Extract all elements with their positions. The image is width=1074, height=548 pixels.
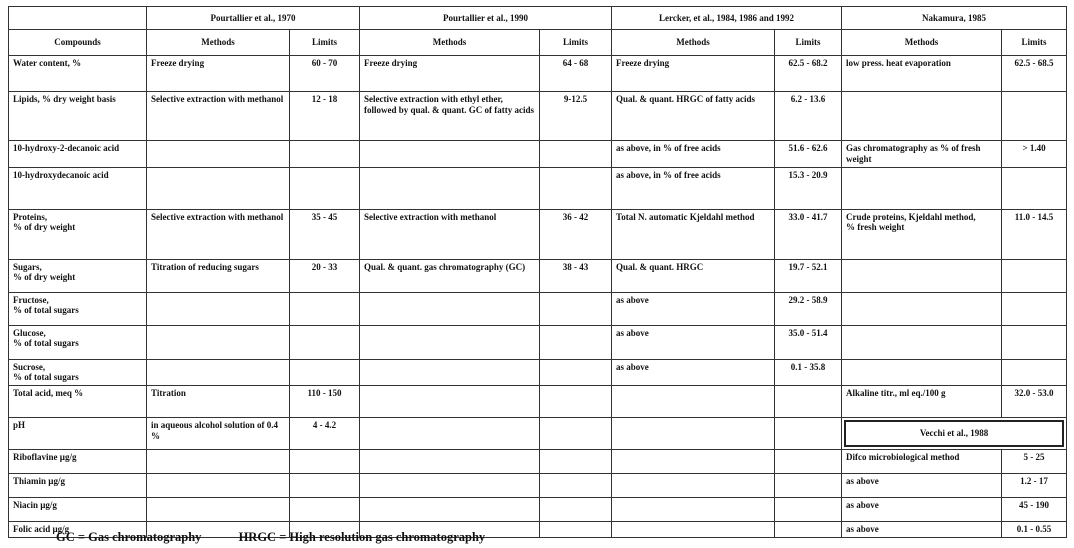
limit-cell: 15.3 - 20.9: [775, 167, 842, 209]
limit-cell: 45 - 190: [1002, 497, 1067, 521]
header-limits: Limits: [290, 30, 360, 56]
limit-cell: 62.5 - 68.2: [775, 56, 842, 92]
method-cell: [842, 359, 1002, 386]
subsource-cell: [842, 418, 1067, 450]
table-row: [9, 359, 1067, 386]
table-row: [9, 497, 1067, 521]
source-header: Pourtallier et al., 1990: [360, 7, 612, 30]
method-cell: Qual. & quant. HRGC of fatty acids: [612, 92, 775, 141]
compound-cell: pH: [9, 418, 147, 450]
limit-cell: [775, 497, 842, 521]
limit-cell: [540, 473, 612, 497]
compound-cell: 10-hydroxydecanoic acid: [9, 167, 147, 209]
method-cell: [147, 473, 290, 497]
method-cell: Total N. automatic Kjeldahl method: [612, 209, 775, 259]
method-cell: [612, 497, 775, 521]
limit-cell: 9-12.5: [540, 92, 612, 141]
compound-cell: Proteins, % of dry weight: [9, 209, 147, 259]
limit-cell: [1002, 325, 1067, 359]
method-cell: Titration: [147, 386, 290, 418]
method-cell: [360, 497, 540, 521]
method-cell: [842, 92, 1002, 141]
compound-cell: Glucose, % of total sugars: [9, 325, 147, 359]
method-cell: [612, 449, 775, 473]
limit-cell: 36 - 42: [540, 209, 612, 259]
limit-cell: [1002, 167, 1067, 209]
method-cell: Qual. & quant. gas chromatography (GC): [360, 259, 540, 292]
limit-cell: [1002, 292, 1067, 325]
table-row: [9, 449, 1067, 473]
limit-cell: 64 - 68: [540, 56, 612, 92]
method-cell: [360, 359, 540, 386]
limit-cell: [290, 141, 360, 168]
limit-cell: [290, 497, 360, 521]
method-cell: [147, 497, 290, 521]
method-cell: [360, 449, 540, 473]
method-cell: [360, 473, 540, 497]
method-cell: Titration of reducing sugars: [147, 259, 290, 292]
method-cell: as above: [842, 473, 1002, 497]
table-row: [9, 141, 1067, 168]
limit-cell: 6.2 - 13.6: [775, 92, 842, 141]
limit-cell: [290, 449, 360, 473]
limit-cell: [540, 386, 612, 418]
method-cell: [360, 418, 540, 450]
method-cell: Crude proteins, Kjeldahl method, % fresh weight: [842, 209, 1002, 259]
compound-cell: Thiamin µg/g: [9, 473, 147, 497]
limit-cell: [775, 521, 842, 537]
method-cell: [147, 359, 290, 386]
limit-cell: 12 - 18: [290, 92, 360, 141]
compound-cell: Riboflavine µg/g: [9, 449, 147, 473]
limit-cell: 0.1 - 0.55: [1002, 521, 1067, 537]
method-cell: Selective extraction with ethyl ether, followed by qual. & quant. GC of fatty acids: [360, 92, 540, 141]
table-row: [9, 92, 1067, 141]
header-methods: Methods: [842, 30, 1002, 56]
compound-cell: Sucrose, % of total sugars: [9, 359, 147, 386]
limit-cell: > 1.40: [1002, 141, 1067, 168]
method-cell: in aqueous alcohol solution of 0.4 %: [147, 418, 290, 450]
compound-cell: Niacin µg/g: [9, 497, 147, 521]
limit-cell: 110 - 150: [290, 386, 360, 418]
method-cell: low press. heat evaporation: [842, 56, 1002, 92]
limit-cell: 1.2 - 17: [1002, 473, 1067, 497]
limit-cell: [290, 325, 360, 359]
method-cell: [147, 141, 290, 168]
limit-cell: 51.6 - 62.6: [775, 141, 842, 168]
limit-cell: 19.7 - 52.1: [775, 259, 842, 292]
header-methods: Methods: [147, 30, 290, 56]
method-cell: as above: [842, 497, 1002, 521]
header-methods: Methods: [360, 30, 540, 56]
method-cell: Gas chromatography as % of fresh weight: [842, 141, 1002, 168]
method-cell: [147, 292, 290, 325]
table-row: [9, 325, 1067, 359]
limit-cell: [540, 325, 612, 359]
method-cell: as above: [842, 521, 1002, 537]
table-row: [9, 292, 1067, 325]
method-cell: [147, 325, 290, 359]
corner-cell: [9, 7, 147, 30]
limit-cell: 0.1 - 35.8: [775, 359, 842, 386]
method-cell: [147, 167, 290, 209]
limit-cell: 33.0 - 41.7: [775, 209, 842, 259]
compound-cell: Total acid, meq %: [9, 386, 147, 418]
compound-cell: Sugars, % of dry weight: [9, 259, 147, 292]
limit-cell: [540, 497, 612, 521]
table-row: [9, 473, 1067, 497]
method-cell: [360, 292, 540, 325]
legend-gc: GC = Gas chromatography: [56, 530, 202, 544]
limit-cell: [540, 167, 612, 209]
compound-cell: 10-hydroxy-2-decanoic acid: [9, 141, 147, 168]
limit-cell: [540, 292, 612, 325]
method-cell: Alkaline titr., ml eq./100 g: [842, 386, 1002, 418]
method-cell: [147, 449, 290, 473]
limit-cell: [540, 359, 612, 386]
limit-cell: [540, 141, 612, 168]
limit-cell: [290, 473, 360, 497]
limit-cell: [540, 521, 612, 537]
limit-cell: 35.0 - 51.4: [775, 325, 842, 359]
header-methods: Methods: [612, 30, 775, 56]
header-limits: Limits: [775, 30, 842, 56]
method-cell: [360, 141, 540, 168]
method-cell: [360, 167, 540, 209]
method-cell: as above: [612, 359, 775, 386]
limit-cell: 29.2 - 58.9: [775, 292, 842, 325]
limit-cell: [290, 359, 360, 386]
method-cell: [612, 521, 775, 537]
method-cell: as above: [612, 292, 775, 325]
limit-cell: [540, 418, 612, 450]
limit-cell: 11.0 - 14.5: [1002, 209, 1067, 259]
compound-cell: Water content, %: [9, 56, 147, 92]
subsource-header: Vecchi et al., 1988: [844, 420, 1064, 447]
limit-cell: 32.0 - 53.0: [1002, 386, 1067, 418]
method-cell: [842, 292, 1002, 325]
method-cell: [360, 325, 540, 359]
header-compounds: Compounds: [9, 30, 147, 56]
method-cell: as above, in % of free acids: [612, 141, 775, 168]
source-header: Nakamura, 1985: [842, 7, 1067, 30]
limit-cell: [775, 418, 842, 450]
royal-jelly-composition-table: [8, 6, 1067, 538]
column-header-row: [9, 30, 1067, 56]
method-cell: Freeze drying: [612, 56, 775, 92]
method-cell: Freeze drying: [360, 56, 540, 92]
method-cell: [612, 386, 775, 418]
header-limits: Limits: [540, 30, 612, 56]
method-cell: as above: [612, 325, 775, 359]
limit-cell: 62.5 - 68.5: [1002, 56, 1067, 92]
method-cell: Selective extraction with methanol: [360, 209, 540, 259]
limit-cell: [290, 292, 360, 325]
method-cell: as above, in % of free acids: [612, 167, 775, 209]
table-row: [9, 167, 1067, 209]
table-row: [9, 56, 1067, 92]
compound-cell: Lipids, % dry weight basis: [9, 92, 147, 141]
limit-cell: 4 - 4.2: [290, 418, 360, 450]
compound-cell: Fructose, % of total sugars: [9, 292, 147, 325]
limit-cell: [775, 449, 842, 473]
method-cell: Selective extraction with methanol: [147, 92, 290, 141]
limit-cell: [540, 449, 612, 473]
legend-hrgc: HRGC = High resolution gas chromatography: [238, 530, 486, 544]
method-cell: [612, 473, 775, 497]
source-header-row: [9, 7, 1067, 30]
table-row: [9, 418, 1067, 450]
limit-cell: 5 - 25: [1002, 449, 1067, 473]
limit-cell: 35 - 45: [290, 209, 360, 259]
limit-cell: 20 - 33: [290, 259, 360, 292]
limit-cell: [290, 167, 360, 209]
method-cell: Difco microbiological method: [842, 449, 1002, 473]
table-row: [9, 209, 1067, 259]
method-cell: Freeze drying: [147, 56, 290, 92]
limit-cell: 38 - 43: [540, 259, 612, 292]
limit-cell: [775, 473, 842, 497]
method-cell: [360, 386, 540, 418]
abbreviations-legend: [56, 530, 519, 545]
limit-cell: [1002, 92, 1067, 141]
method-cell: [842, 167, 1002, 209]
method-cell: [842, 325, 1002, 359]
method-cell: Selective extraction with methanol: [147, 209, 290, 259]
header-limits: Limits: [1002, 30, 1067, 56]
limit-cell: 60 - 70: [290, 56, 360, 92]
method-cell: Qual. & quant. HRGC: [612, 259, 775, 292]
compound-cell: Folic acid µg/g: [9, 521, 147, 537]
source-header: Pourtallier et al., 1970: [147, 7, 360, 30]
limit-cell: [775, 386, 842, 418]
table-row: [9, 386, 1067, 418]
table-row: [9, 259, 1067, 292]
limit-cell: [1002, 259, 1067, 292]
source-header: Lercker, et al., 1984, 1986 and 1992: [612, 7, 842, 30]
method-cell: [612, 418, 775, 450]
method-cell: [842, 259, 1002, 292]
limit-cell: [1002, 359, 1067, 386]
